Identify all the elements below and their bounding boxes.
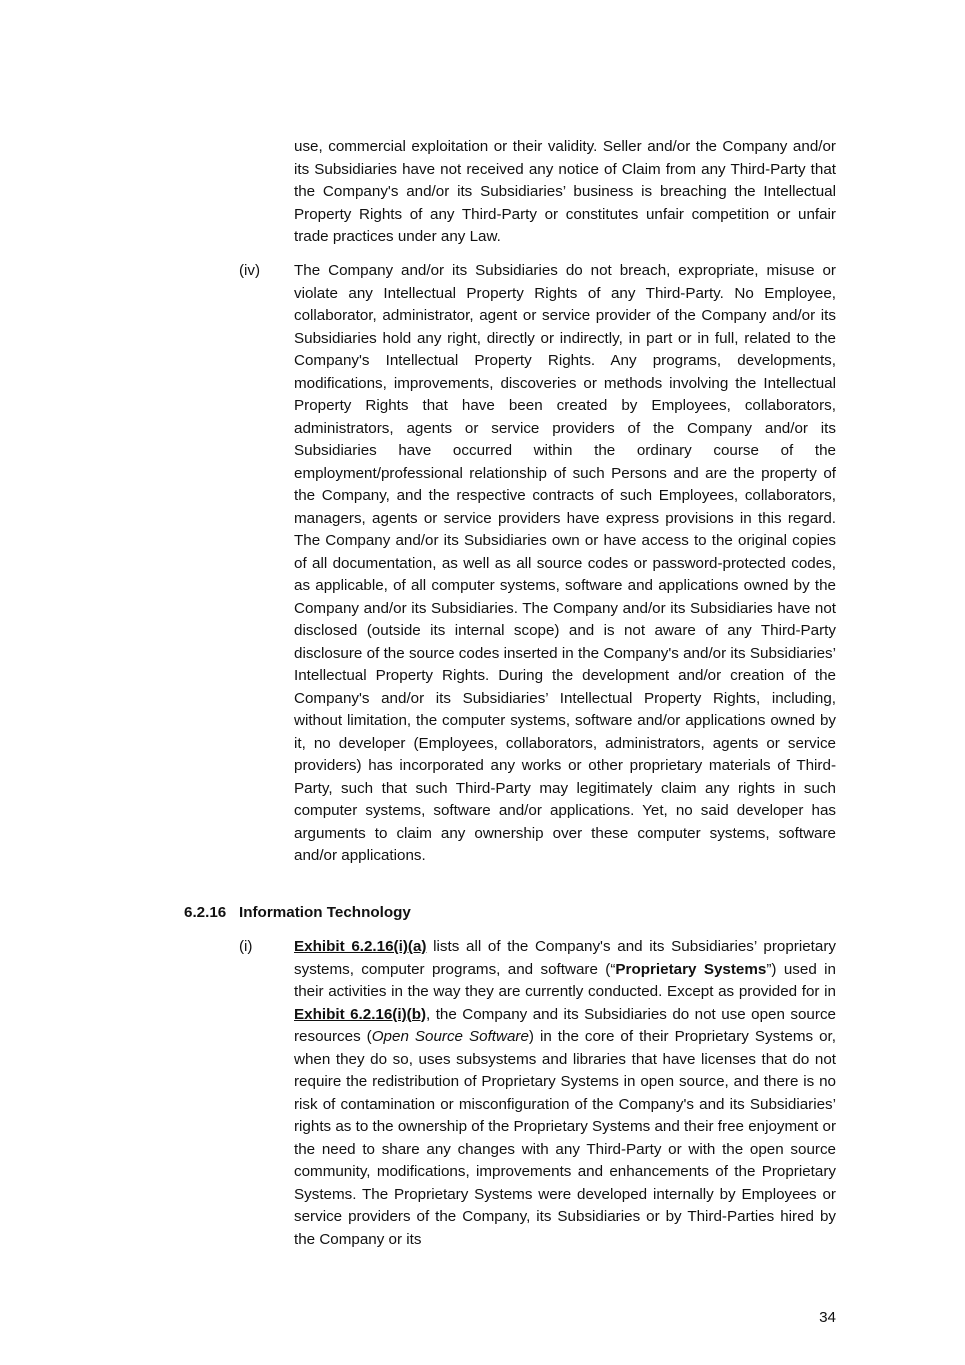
section-heading	[184, 902, 411, 925]
italic-term: Open Source Software	[371, 1028, 529, 1045]
section-title: Information Technology	[239, 904, 411, 921]
clause-i-text	[294, 936, 836, 1251]
section-number: 6.2.16	[184, 904, 227, 921]
exhibit-a-reference: Exhibit 6.2.16(i)(a)	[294, 938, 427, 955]
clause-i-part1: lists all of the Company's and its Subsidiaries’ proprietary systems, computer programs, and software (“	[294, 938, 836, 978]
page-number: 34	[819, 1309, 836, 1326]
exhibit-b-reference: Exhibit 6.2.16(i)(b)	[294, 1005, 427, 1023]
clause-iv-text: The Company and/or its Subsidiaries do not breach, expropriate, misuse or violate any Intellectual Property Rights of any Third-Party. No Employee, collaborator, administrator, agent or service provider of the Company and/or its Subsidiaries hold any right, directly or indirectly, in part or in full, related to the Company's Intellectual Property Rights. Any programs, developments, modifications, improvements, discoveries or methods involving the Intellectual Property Rights that have been created by Employees, collaborators, administrators, agents or service providers of the Company and/or its Subsidiaries have occurred within the ordinary course of the employment/professional relationship of such Persons and are the property of the Company, and the respective contracts of such Employees, collaborators, managers, agents or service providers have express provisions in this regard. The Company and/or its Subsidiaries own or have access to the original copies of all documentation, as well as all source codes or password-protected codes, as applicable, of all computer systems, software and applications owned by the Company and/or its Subsidiaries. The Company and/or its Subsidiaries have not disclosed (outside its internal scope) and is not aware of any Third-Party disclosure of the source codes inserted in the Company's and/or its Subsidiaries’ Intellectual Property Rights. During the development and/or creation of the Company's and/or its Subsidiaries’ Intellectual Property Rights, including, without limitation, the computer systems, software and/or applications owned by it, no developer (Employees, collaborators, administrators, agents or service providers) has incorporated any works or other proprietary materials of Third-Party, such that such Third-Party may legitimately claim any rights in such computer systems, software and/or applications. Yet, no said developer has arguments to claim any ownership over these computer systems, software and/or applications.	[294, 262, 836, 864]
continuation-paragraph: use, commercial exploitation or their validity. Seller and/or the Company and/or its Subsidiaries have not received any notice of Claim from any Third-Party that the Company's and/or its Subsidiaries’ business is breaching the Intellectual Property Rights of any Third-Party or constitutes unfair competition or unfair trade practices under any Law.	[294, 138, 836, 245]
defined-term: Proprietary Systems	[615, 960, 767, 978]
clause-iv-number: (iv)	[239, 262, 261, 279]
clause-i-part2: ”) used in their activities in the way they are currently conducted. Except as provided for in	[294, 960, 836, 1000]
clause-i-part3: , the Company and its Subsidiaries do not use open source resources (	[294, 1005, 836, 1045]
clause-i-part4: ) in the core of their Proprietary Systems or, when they do so, uses subsystems and libraries that have licenses that do not require the redistribution of Proprietary Systems in open source, and there is no risk of contamination or misconfiguration of the Company's and its Subsidiaries’ rights as to the ownership of the Proprietary Systems and their free enjoyment or the need to share any changes with any Third-Party or with the open source community, modifications, improvements and enhancements of the Proprietary Systems. The Proprietary Systems were developed internally by Employees or service providers of the Company, its Subsidiaries or by Third-Parties hired by the Company or its	[294, 1028, 836, 1248]
clause-i-number: (i)	[239, 938, 253, 955]
